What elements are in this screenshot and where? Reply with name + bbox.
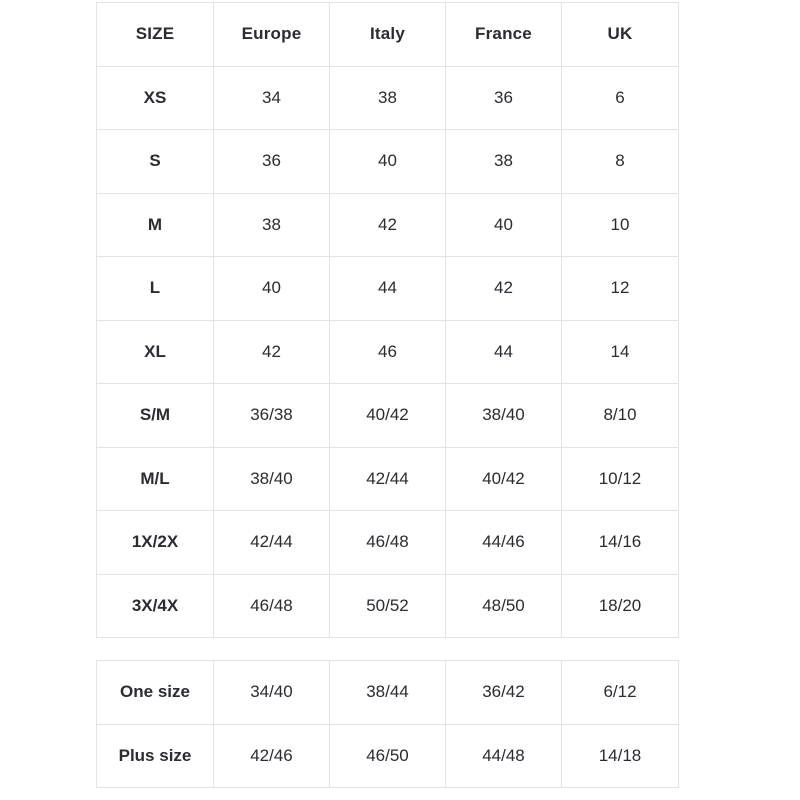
cell-europe: 42/44 [214,511,330,575]
cell-france: 38/40 [446,384,562,448]
row-label: 1X/2X [97,511,214,575]
table-row [97,66,679,130]
row-label: L [97,257,214,321]
cell-uk: 14/16 [562,511,679,575]
cell-france: 36/42 [446,661,562,725]
row-label: S/M [97,384,214,448]
cell-europe: 34 [214,66,330,130]
cell-uk: 18/20 [562,574,679,638]
row-label: 3X/4X [97,574,214,638]
cell-italy: 38/44 [330,661,446,725]
cell-uk: 14/18 [562,724,679,788]
cell-europe: 34/40 [214,661,330,725]
column-header-size: SIZE [97,3,214,67]
main-size-table-container [96,2,678,638]
cell-italy: 42/44 [330,447,446,511]
column-header-uk: UK [562,3,679,67]
cell-uk: 10/12 [562,447,679,511]
cell-italy: 46/48 [330,511,446,575]
row-label: M [97,193,214,257]
cell-uk: 8/10 [562,384,679,448]
table-body [97,661,679,788]
cell-europe: 38 [214,193,330,257]
table-row [97,130,679,194]
cell-uk: 14 [562,320,679,384]
column-header-europe: Europe [214,3,330,67]
cell-france: 40 [446,193,562,257]
column-header-italy: Italy [330,3,446,67]
cell-italy: 40/42 [330,384,446,448]
cell-italy: 46/50 [330,724,446,788]
table-row [97,193,679,257]
table-row [97,724,679,788]
column-header-france: France [446,3,562,67]
row-label: XS [97,66,214,130]
cell-italy: 50/52 [330,574,446,638]
cell-france: 42 [446,257,562,321]
cell-uk: 6 [562,66,679,130]
extra-size-table-container [96,660,678,788]
row-label: One size [97,661,214,725]
cell-europe: 42/46 [214,724,330,788]
table-row [97,447,679,511]
cell-uk: 10 [562,193,679,257]
cell-europe: 36/38 [214,384,330,448]
table-row [97,661,679,725]
row-label: Plus size [97,724,214,788]
cell-italy: 42 [330,193,446,257]
cell-france: 40/42 [446,447,562,511]
table-row [97,574,679,638]
extra-size-table [96,660,679,788]
row-label: M/L [97,447,214,511]
cell-italy: 44 [330,257,446,321]
cell-europe: 42 [214,320,330,384]
cell-europe: 40 [214,257,330,321]
row-label: XL [97,320,214,384]
cell-uk: 12 [562,257,679,321]
table-header-row [97,3,679,67]
cell-italy: 38 [330,66,446,130]
table-body [97,66,679,638]
cell-europe: 46/48 [214,574,330,638]
cell-france: 38 [446,130,562,194]
cell-uk: 8 [562,130,679,194]
cell-uk: 6/12 [562,661,679,725]
cell-italy: 40 [330,130,446,194]
table-row [97,511,679,575]
cell-france: 44 [446,320,562,384]
main-size-table [96,2,679,638]
table-row [97,257,679,321]
table-header [97,3,679,67]
cell-europe: 36 [214,130,330,194]
cell-france: 44/48 [446,724,562,788]
table-row [97,384,679,448]
cell-france: 36 [446,66,562,130]
cell-france: 48/50 [446,574,562,638]
row-label: S [97,130,214,194]
cell-france: 44/46 [446,511,562,575]
cell-italy: 46 [330,320,446,384]
table-row [97,320,679,384]
cell-europe: 38/40 [214,447,330,511]
